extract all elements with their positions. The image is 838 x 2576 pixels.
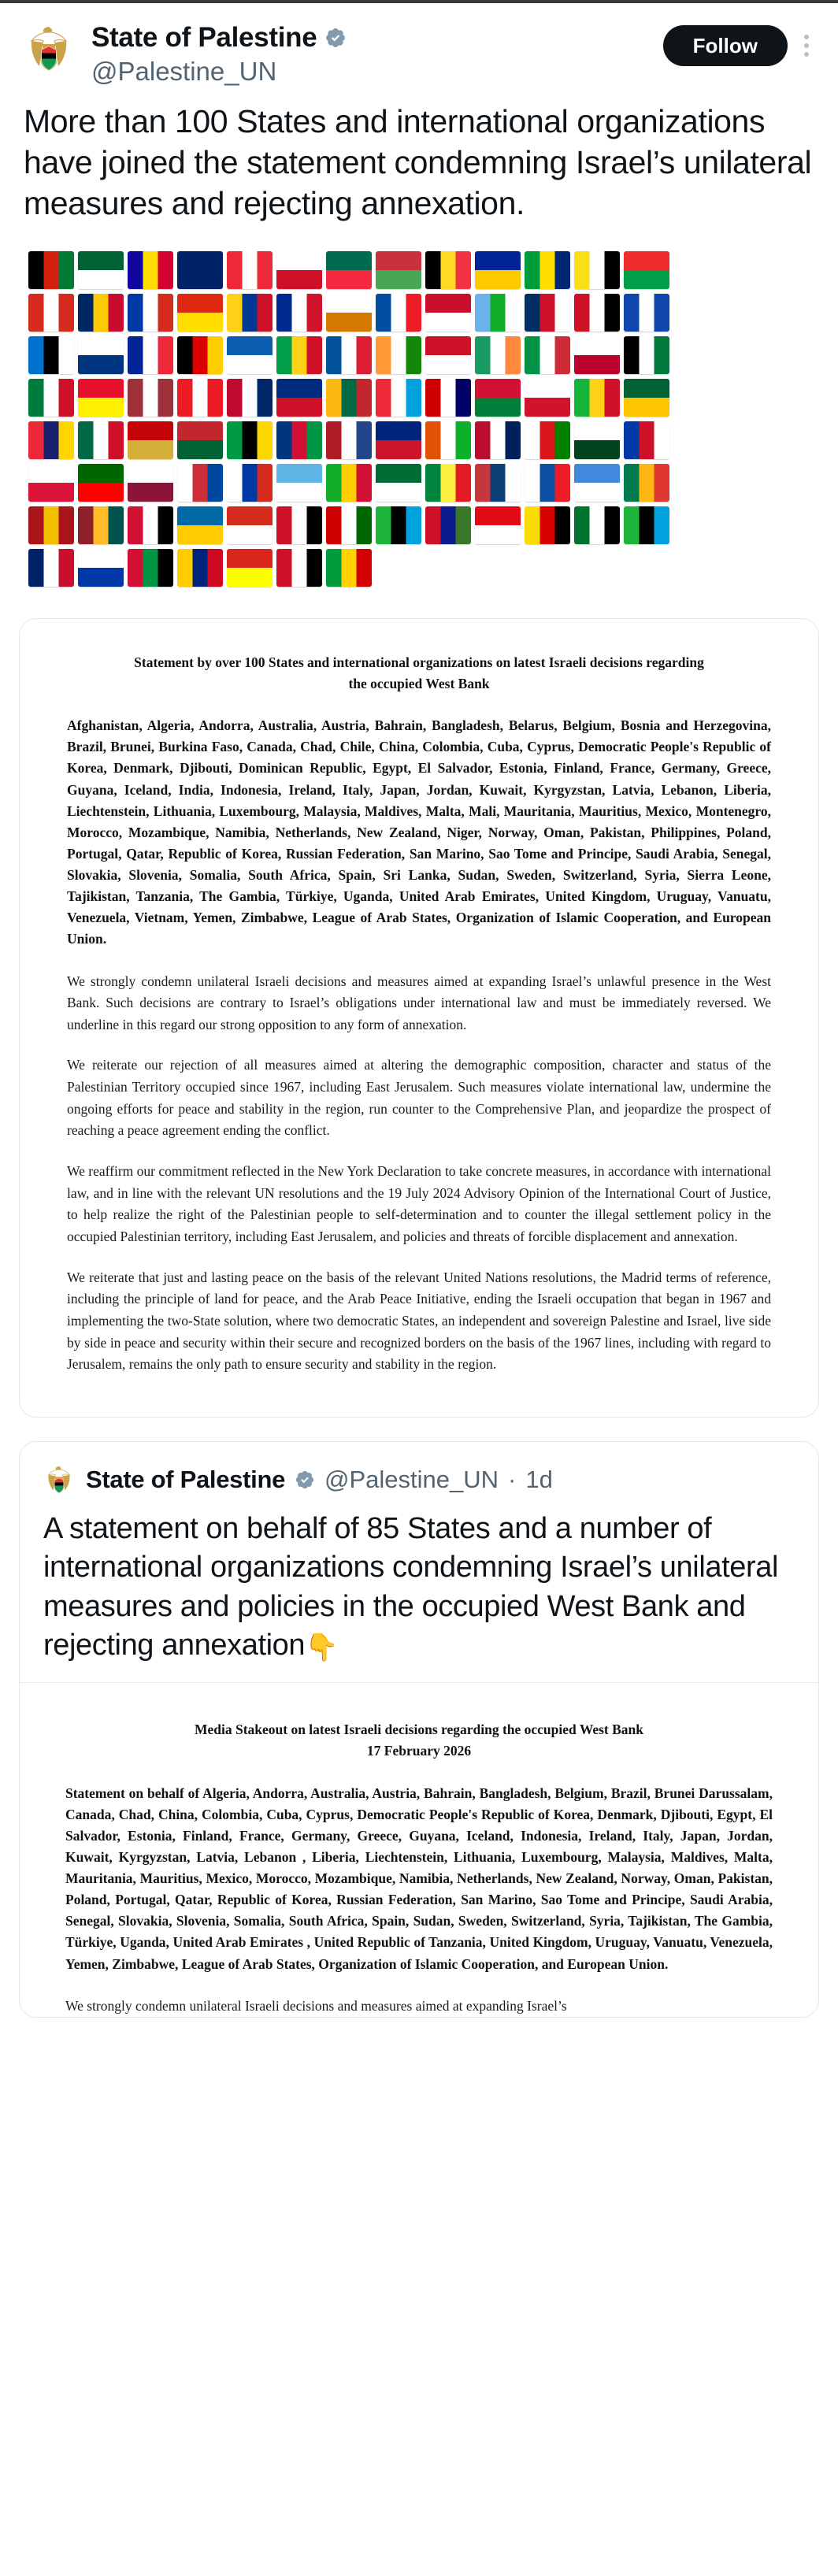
flag-mauritania-icon xyxy=(624,379,669,417)
flag-zimbabwe-icon xyxy=(326,549,372,587)
flag-saudi-arabia-icon xyxy=(376,464,421,502)
flag-slovakia-icon xyxy=(525,464,570,502)
flag-guyana-icon xyxy=(276,336,322,374)
follow-button[interactable]: Follow xyxy=(663,25,788,66)
flag-malaysia-icon xyxy=(425,379,471,417)
flag-uganda-icon xyxy=(525,506,570,544)
flag-morocco-icon xyxy=(177,421,223,459)
flag-luxembourg-icon xyxy=(376,379,421,417)
flag-germany-icon xyxy=(177,336,223,374)
flag-burkina-faso-icon xyxy=(624,251,669,289)
flag-poland-icon xyxy=(28,464,74,502)
flag-bosnia-and-herzegovina-icon xyxy=(475,251,521,289)
flag-maldives-icon xyxy=(475,379,521,417)
flag-lithuania-icon xyxy=(326,379,372,417)
flag-brazil-icon xyxy=(525,251,570,289)
quoted-display-name: State of Palestine xyxy=(86,1465,286,1493)
flag-row xyxy=(28,379,810,417)
header-actions xyxy=(663,20,818,66)
flag-qatar-icon xyxy=(128,464,173,502)
flag-norway-icon xyxy=(475,421,521,459)
flag-ireland-icon xyxy=(475,336,521,374)
flag-brunei-icon xyxy=(574,251,620,289)
document-paragraph: We reiterate that just and lasting peace on the basis of the relevant United Nations resolutions, the Madrid terms of reference, including the principle of land for peace, and the Arab Peace Initiative, ending the Israeli occupation that began in 1967 and implementing the two-State solution, where two democratic States, an independent and sovereign Palestine and Israel, live side by side in peace and security within their secure and recognized borders on the basis of the 1967 lines, including with regard to Jerusalem, remains the only path to ensure security and stability in the region. xyxy=(67,1269,771,1373)
quoted-tweet-body: A statement on behalf of 85 States and a number of international organizations condemning Israel’s unilateral measures and policies in the occupied West Bank and rejecting annexation xyxy=(43,1511,779,1662)
flag-netherlands-icon xyxy=(326,421,372,459)
flag-finland-icon xyxy=(78,336,124,374)
quoted-handle: @Palestine_UN xyxy=(324,1465,499,1493)
flag-djibouti-icon xyxy=(475,294,521,332)
palestine-coat-of-arms-icon xyxy=(20,20,77,77)
flag-yemen-icon xyxy=(276,549,322,587)
quoted-document-title xyxy=(65,1719,773,1762)
flag-syria-icon xyxy=(276,506,322,544)
flag-row xyxy=(28,421,810,459)
flag-dominican-republic-icon xyxy=(525,294,570,332)
flag-senegal-icon xyxy=(425,464,471,502)
flag-tanzania-icon xyxy=(376,506,421,544)
flag-lebanon-icon xyxy=(177,379,223,417)
flag-pakistan-icon xyxy=(574,421,620,459)
avatar[interactable] xyxy=(20,20,77,77)
flag-row xyxy=(28,294,810,332)
flag-kuwait-icon xyxy=(28,379,74,417)
flag-united-arab-emirates-icon xyxy=(574,506,620,544)
flag-belgium-icon xyxy=(425,251,471,289)
palestine-coat-of-arms-icon xyxy=(42,1462,76,1497)
flag-switzerland-icon xyxy=(227,506,273,544)
flag-row xyxy=(28,549,810,587)
flag-san-marino-icon xyxy=(276,464,322,502)
flag-bahrain-icon xyxy=(276,251,322,289)
flag-spain-icon xyxy=(28,506,74,544)
flag-mexico-icon xyxy=(78,421,124,459)
flag-sudan-icon xyxy=(128,506,173,544)
main-tweet-header xyxy=(0,3,838,88)
flag-sweden-icon xyxy=(177,506,223,544)
flag-italy-icon xyxy=(525,336,570,374)
flag-chile-icon xyxy=(128,294,173,332)
flag-el-salvador-icon xyxy=(624,294,669,332)
flag-south-africa-icon xyxy=(624,464,669,502)
flag-canada-icon xyxy=(28,294,74,332)
quoted-timestamp: 1d xyxy=(525,1465,553,1493)
flag-united-republic-of-tanzania-icon xyxy=(624,506,669,544)
quoted-document-country-list: Statement on behalf of Algeria, Andorra, Australia, Austria, Bahrain, Bangladesh, Belgium, Brazil, Brunei Darussalam, Canada, Chad, China, Colombia, Cuba, Cyprus, Democratic People's Republic of Korea, Denmark, Djibouti, Egypt, El Salvador, Estonia, Finland, France, Germany, Greece, Guyana, Iceland, Indonesia, Ireland, Italy, Japan, Jordan, Kuwait, Kyrgyzstan, Latvia, Lebanon , Liberia, Liechtenstein, Lithuania, Luxembourg, Malaysia, Maldives, Malta, Mauritania, Mauritius, Mexico, Morocco, Mozambique, Namibia, Netherlands, New Zealand, Norway, Oman, Pakistan, Poland, Portugal, Qatar, Republic of Korea, Russian Federation, San Marino, Sao Tome and Principe, Saudi Arabia, Senegal, Slovakia, Slovenia, Somalia, South Africa, Spain, Sudan, Sweden, Switzerland, Syria, Tajikistan, The Gambia, Türkiye, Uganda, United Arab Emirates , United Republic of Tanzania, United Kingdom, Uruguay, Vanuatu, Venezuela, Yemen, Zimbabwe, League of Arab States, Organization of Islamic Cooperation, and European Union. xyxy=(65,1785,773,1972)
flag-montenegro-icon xyxy=(128,421,173,459)
flag-democratic-peoples-republic-of-korea-icon xyxy=(376,294,421,332)
statement-document-card[interactable] xyxy=(19,618,819,1418)
flag-estonia-icon xyxy=(28,336,74,374)
quoted-document-title-line1: Media Stakeout on latest Israeli decisions regarding the occupied West Bank xyxy=(194,1722,644,1738)
display-name: State of Palestine xyxy=(91,22,317,53)
flag-austria-icon xyxy=(227,251,273,289)
flag-republic-of-korea-icon xyxy=(177,464,223,502)
flag-serbia-icon xyxy=(475,464,521,502)
flag-france-icon xyxy=(128,336,173,374)
flag-the-gambia-icon xyxy=(425,506,471,544)
document-paragraph: We strongly condemn unilateral Israeli decisions and measures aimed at expanding Israel’s unlawful presence in the West Bank. Such decisions are contrary to Israel’s obligations under international law and must be immediately reversed. We underline in this regard our strong opposition to any form of annexation. xyxy=(67,973,771,1032)
flag-russian-federation-icon xyxy=(227,464,273,502)
flag-vanuatu-icon xyxy=(128,549,173,587)
flag-liberia-icon xyxy=(227,379,273,417)
flag-kyrgyzstan-icon xyxy=(78,379,124,417)
flag-algeria-icon xyxy=(78,251,124,289)
flag-row xyxy=(28,251,810,289)
flag-sri-lanka-icon xyxy=(78,506,124,544)
flag-belarus-icon xyxy=(376,251,421,289)
flag-turkiye-icon xyxy=(475,506,521,544)
flag-australia-icon xyxy=(177,251,223,289)
flag-united-kingdom-icon xyxy=(28,549,74,587)
flag-uruguay-icon xyxy=(78,549,124,587)
document-country-list: Afghanistan, Algeria, Andorra, Australia, Austria, Bahrain, Bangladesh, Belarus, Belgium, Bosnia and Herzegovina, Brazil, Brunei, Burkina Faso, Canada, Chad, Chile, China, Colombia, Cuba, Cyprus, Democratic People's Republic of Korea, Denmark, Djibouti, Dominican Republic, Egypt, El Salvador, Estonia, Finland, France, Germany, Greece, Guyana, Iceland, India, Indonesia, Ireland, Italy, Japan, Jordan, Kuwait, Kyrgyzstan, Latvia, Lebanon, Liberia, Liechtenstein, Lithuania, Luxembourg, Malaysia, Maldives, Malta, Mali, Mauritania, Mauritius, Mexico, Montenegro, Morocco, Mozambique, Namibia, Netherlands, New Zealand, Niger, Norway, Oman, Pakistan, Philippines, Poland, Portugal, Qatar, Republic of Korea, Russian Federation, San Marino, Sao Tome and Principe, Saudi Arabia, Senegal, Slovakia, Slovenia, Somalia, South Africa, Spain, Sri Lanka, Sudan, Sweden, Switzerland, Syria, Sierra Leone, Tajikistan, Tanzania, The Gambia, Türkiye, Uganda, United Arab Emirates, United Kingdom, Uruguay, Vanuatu, Venezuela, Vietnam, Yemen, Zimbabwe, League of Arab States, Organization of Islamic Cooperation, and European Union. xyxy=(67,717,771,947)
flag-cyprus-icon xyxy=(326,294,372,332)
verified-badge-icon xyxy=(295,1470,315,1490)
flag-mali-icon xyxy=(574,379,620,417)
flag-colombia-icon xyxy=(227,294,273,332)
document-paragraph: We reiterate our rejection of all measures aimed at altering the demographic composition, character and status of the Palestinian Territory occupied since 1967, including East Jerusalem. Such measures violate international law, undermine the ongoing efforts for peace and stability in the region, run counter to the Comprehensive Plan, and jeopardize the prospect of reaching a peace agreement ending the conflict. xyxy=(67,1057,771,1139)
flag-somalia-icon xyxy=(574,464,620,502)
flag-portugal-icon xyxy=(78,464,124,502)
quoted-avatar[interactable] xyxy=(42,1462,76,1497)
flag-andorra-icon xyxy=(128,251,173,289)
quoted-separator: · xyxy=(508,1465,517,1493)
document-title-line2: the occupied West Bank xyxy=(348,676,490,692)
verified-badge-icon xyxy=(324,27,347,49)
flag-mozambique-icon xyxy=(227,421,273,459)
document-title xyxy=(67,652,771,695)
flag-row xyxy=(28,336,810,374)
quoted-tweet-text xyxy=(20,1497,818,1683)
flag-afghanistan-icon xyxy=(28,251,74,289)
flag-latvia-icon xyxy=(128,379,173,417)
account-names xyxy=(91,20,649,88)
quoted-tweet-card[interactable] xyxy=(19,1441,819,2018)
quoted-document-paragraph: We strongly condemn unilateral Israeli decisions and measures aimed at expanding Israel’s xyxy=(65,1997,567,2014)
main-tweet-text: More than 100 States and international organizations have joined the statement condemning Israel’s unilateral measures and rejecting annexation. xyxy=(24,102,812,222)
flag-jordan-icon xyxy=(624,336,669,374)
flag-liechtenstein-icon xyxy=(276,379,322,417)
tweet-page xyxy=(0,3,838,2018)
flag-mauritius-icon xyxy=(28,421,74,459)
dot xyxy=(804,43,809,48)
flag-philippines-icon xyxy=(624,421,669,459)
flag-tajikistan-icon xyxy=(326,506,372,544)
flag-greece-icon xyxy=(227,336,273,374)
quoted-tweet-header xyxy=(20,1442,818,1497)
flag-chad-icon xyxy=(78,294,124,332)
flag-egypt-icon xyxy=(574,294,620,332)
flag-sao-tome-and-principe-icon xyxy=(326,464,372,502)
more-menu-icon[interactable] xyxy=(795,27,818,65)
flag-denmark-icon xyxy=(425,294,471,332)
flag-row xyxy=(28,464,810,502)
flag-indonesia-icon xyxy=(425,336,471,374)
flag-malta-icon xyxy=(525,379,570,417)
flag-new-zealand-icon xyxy=(376,421,421,459)
document-paragraph: We reaffirm our commitment reflected in the New York Declaration to take concrete measures, in accordance with international law, and in line with the relevant UN resolutions and the 19 July 2024 Advisory Opinion of the International Court of Justice, to help realize the right of the Palestinian people to self-determination and to counter the illegal settlement policy in the occupied Palestinian territory, including East Jerusalem, and policies and threats of forcible displacement and annexation. xyxy=(67,1163,771,1244)
account-handle[interactable]: @Palestine_UN xyxy=(91,57,277,87)
dot xyxy=(804,35,809,39)
display-name-row xyxy=(91,22,649,54)
quoted-document-title-line2: 17 February 2026 xyxy=(366,1743,472,1759)
flag-bangladesh-icon xyxy=(326,251,372,289)
flag-oman-icon xyxy=(525,421,570,459)
flag-cuba-icon xyxy=(276,294,322,332)
pointing-down-hand-icon: 👇 xyxy=(305,1632,339,1662)
flag-vietnam-icon xyxy=(227,549,273,587)
document-title-line1: Statement by over 100 States and international organizations on latest Israeli decisions regarding xyxy=(134,654,704,670)
flag-niger-icon xyxy=(425,421,471,459)
flag-china-icon xyxy=(177,294,223,332)
dot xyxy=(804,52,809,57)
flag-iceland-icon xyxy=(326,336,372,374)
flag-venezuela-icon xyxy=(177,549,223,587)
flag-namibia-icon xyxy=(276,421,322,459)
flag-emoji-grid xyxy=(0,224,838,601)
flag-india-icon xyxy=(376,336,421,374)
flag-japan-icon xyxy=(574,336,620,374)
quoted-statement-document[interactable] xyxy=(20,1682,818,2017)
flag-row xyxy=(28,506,810,544)
